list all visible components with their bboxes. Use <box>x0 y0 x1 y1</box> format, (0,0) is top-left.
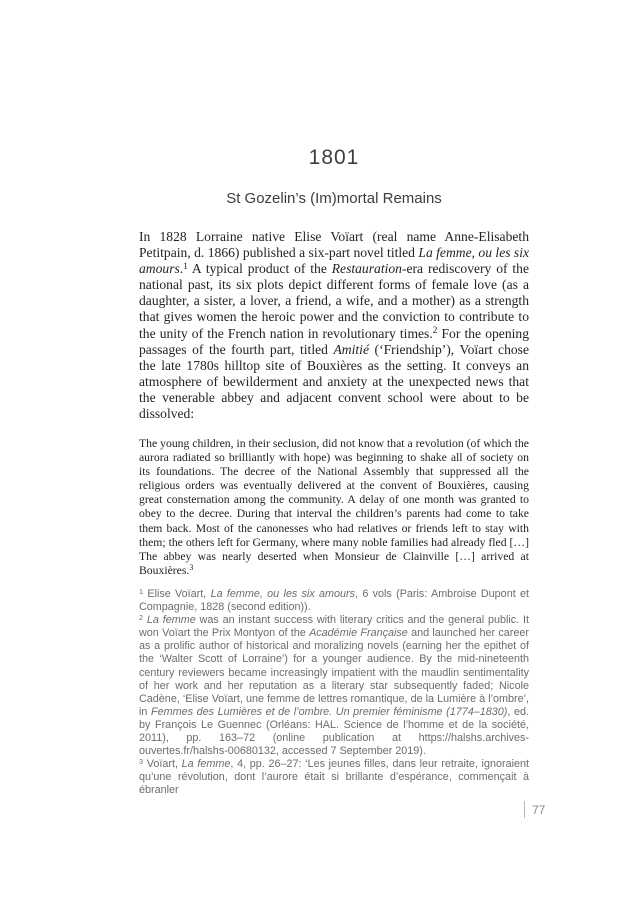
footnote-3: $^3$ Voïart, La femme, 4, pp. 26–27: ‘Les jeunes filles, dans leur retraite, ignoraient qu’une révolution, dont l’aurore était si brillante d’espérance, commençait à ébranler <box>139 756 529 797</box>
block-quote: The young children, in their seclusion, did not know that a revolution (of which the aurora radiated so brilliantly with hope) was beginning to shake all of society on its foundations. The decree of the National Assembly that suppressed all the religious orders was eventually delivered at the convent of Bouxières, causing great consternation among the community. A delay of one month was granted to obey to the decree. During that interval the children’s parents had come to take them back. Most of the canonesses who had relatives or friends left to stay with them; the others left for Germany, where many noble families had already fled […] The abbey was nearly deserted when Monsieur de Clainville […] arrived at Bouxières.$^3$ <box>139 437 529 577</box>
footnote-1: $^1$ Elise Voïart, La femme, ou les six amours, 6 vols (Paris: Ambroise Dupont et Compagnie, 1828 (second edition)). <box>139 586 529 614</box>
body-paragraph: In 1828 Lorraine native Elise Voïart (real name Anne-Elisabeth Petitpain, d. 1866) published a six-part novel titled La femme, ou les six amours.$^1$ A typical product of the Restauration-era rediscovery of the national past, its six plots depict different forms of female love (as a daughter, a sister, a lover, a friend, a wife, and a mother) as a strength that gives women the heroic power and the conviction to contribute to the unity of the French nation in revolutionary times.$^2$ For the opening passages of the fourth part, titled Amitié (‘Friendship’), Voïart chose the late 1780s hilltop site of Bouxières as the setting. It conveys an atmosphere of bewilderment and anxiety at the unexpected news that the venerable abbey and adjacent convent school were about to be dissolved: <box>139 229 530 422</box>
chapter-title: St Gozelin’s (Im)mortal Remains <box>226 190 442 207</box>
footnote-2: $^2$ La femme was an instant success with literary critics and the general public. It won Voïart the Prix Montyon of the Académie Française and launched her career as a prolific author of historical and moralizing novels (earning her the epithet of the ‘Walter Scott of Lorraine’) for a younger audience. By the mid-nineteenth century reviewers became increasingly impatient with the maudlin sentimentality of her work and her reputation as a literary star subsequently faded; Nicole Cadène, ‘Elise Voïart, une femme de lettres romantique, de la Lumière à l’ombre’, in Femmes des Lumières et de l’ombre. Un premier féminisme (1774–1830), ed. by François Le Guennec (Orléans: HAL. Science de l’homme et de la société, 2011), pp. 163–72 (online publication at https://halshs.archives-ouvertes.fr/halshs-00680132, accessed 7 September 2019). <box>139 612 530 758</box>
page-number: 77 <box>532 802 546 817</box>
page-number-container <box>524 801 545 818</box>
year-heading: 1801 <box>308 146 360 169</box>
footnotes-section <box>139 588 529 798</box>
page-number-rule <box>524 801 525 818</box>
